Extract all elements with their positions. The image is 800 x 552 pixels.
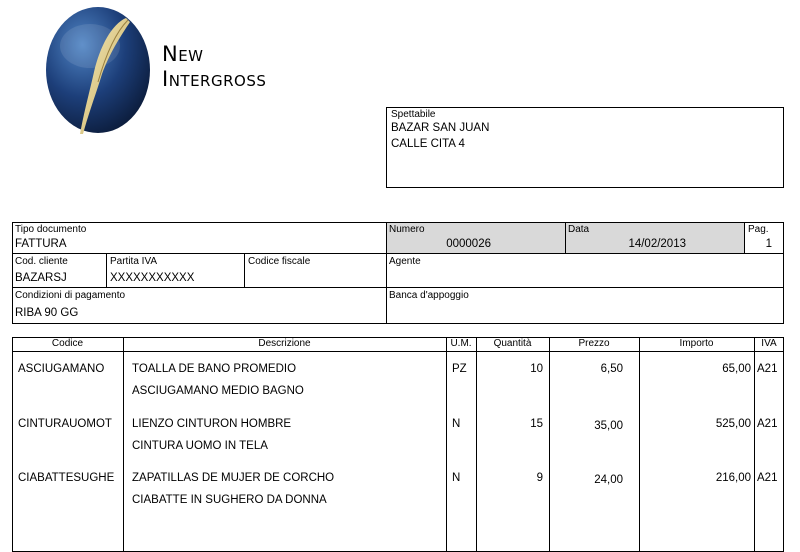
col-header-quantita: Quantità — [493, 338, 532, 349]
cell-descrizione: ZAPATILLAS DE MUJER DE CORCHO — [132, 472, 335, 484]
cell-importo: 216,00 — [715, 472, 751, 484]
banca-appoggio-label: Banca d'appoggio — [389, 290, 469, 301]
col-header-iva: IVA — [761, 338, 777, 349]
col-header-prezzo: Prezzo — [578, 338, 610, 349]
recipient-name: BAZAR SAN JUAN — [391, 122, 490, 134]
company-name — [162, 42, 292, 92]
cell-descrizione: LIENZO CINTURON HOMBRE — [132, 418, 292, 430]
cell-importo: 65,00 — [722, 363, 751, 375]
grid-line — [446, 337, 447, 552]
cell-quantita: 10 — [530, 363, 543, 375]
grid-line — [244, 253, 245, 287]
cell-descrizione-it: ASCIUGAMANO MEDIO BAGNO — [132, 385, 304, 397]
col-header-um: U.M. — [450, 338, 472, 349]
recipient-address: CALLE CITA 4 — [391, 138, 465, 150]
agente-label: Agente — [389, 256, 421, 267]
quill-emblem-icon — [42, 2, 158, 140]
data-label: Data — [568, 224, 590, 235]
cell-codice: CIABATTESUGHE — [18, 472, 115, 484]
partita-iva-label: Partita IVA — [110, 256, 158, 267]
cell-codice: CINTURAUOMOT — [18, 418, 112, 430]
col-header-importo: Importo — [679, 338, 714, 349]
cell-prezzo: 35,00 — [594, 420, 623, 432]
cell-iva: A21 — [757, 363, 778, 375]
company-name-line2: Intergross — [162, 67, 267, 91]
cell-um: N — [452, 472, 461, 484]
recipient-label: Spettabile — [391, 109, 436, 120]
grid-line — [123, 337, 124, 552]
partita-iva-value: XXXXXXXXXXX — [110, 272, 195, 284]
cod-cliente-value: BAZARSJ — [15, 272, 67, 284]
pag-label: Pag. — [748, 224, 769, 235]
cell-um: N — [452, 418, 461, 430]
cell-um: PZ — [452, 363, 467, 375]
col-header-descrizione: Descrizione — [258, 338, 311, 349]
col-header-codice: Codice — [51, 338, 84, 349]
cod-cliente-label: Cod. cliente — [15, 256, 68, 267]
cell-prezzo: 24,00 — [594, 474, 623, 486]
cell-iva: A21 — [757, 472, 778, 484]
data-value: 14/02/2013 — [628, 238, 686, 250]
table-header-divider — [12, 351, 784, 352]
tipo-documento-label: Tipo documento — [15, 224, 87, 235]
tipo-documento-value: FATTURA — [15, 238, 67, 250]
cell-importo: 525,00 — [715, 418, 751, 430]
company-name-line1: New — [162, 42, 204, 66]
grid-line — [386, 222, 387, 324]
cell-descrizione-it: CINTURA UOMO IN TELA — [132, 440, 268, 452]
grid-line — [106, 253, 107, 287]
grid-line — [565, 222, 566, 253]
grid-line — [744, 222, 745, 253]
grid-line — [754, 337, 755, 552]
pag-value: 1 — [765, 238, 772, 250]
cell-quantita: 15 — [530, 418, 543, 430]
cell-iva: A21 — [757, 418, 778, 430]
cell-descrizione: TOALLA DE BANO PROMEDIO — [132, 363, 297, 375]
cell-descrizione-it: CIABATTE IN SUGHERO DA DONNA — [132, 494, 327, 506]
cell-quantita: 9 — [536, 472, 543, 484]
company-logo — [42, 2, 158, 140]
grid-line — [12, 253, 784, 254]
grid-line — [12, 287, 784, 288]
cell-prezzo: 6,50 — [600, 363, 623, 375]
numero-value: 0000026 — [446, 238, 491, 250]
condizioni-pagamento-value: RIBA 90 GG — [15, 307, 79, 319]
condizioni-pagamento-label: Condizioni di pagamento — [15, 290, 126, 301]
numero-label: Numero — [389, 224, 425, 235]
cell-codice: ASCIUGAMANO — [18, 363, 105, 375]
codice-fiscale-label: Codice fiscale — [248, 256, 311, 267]
